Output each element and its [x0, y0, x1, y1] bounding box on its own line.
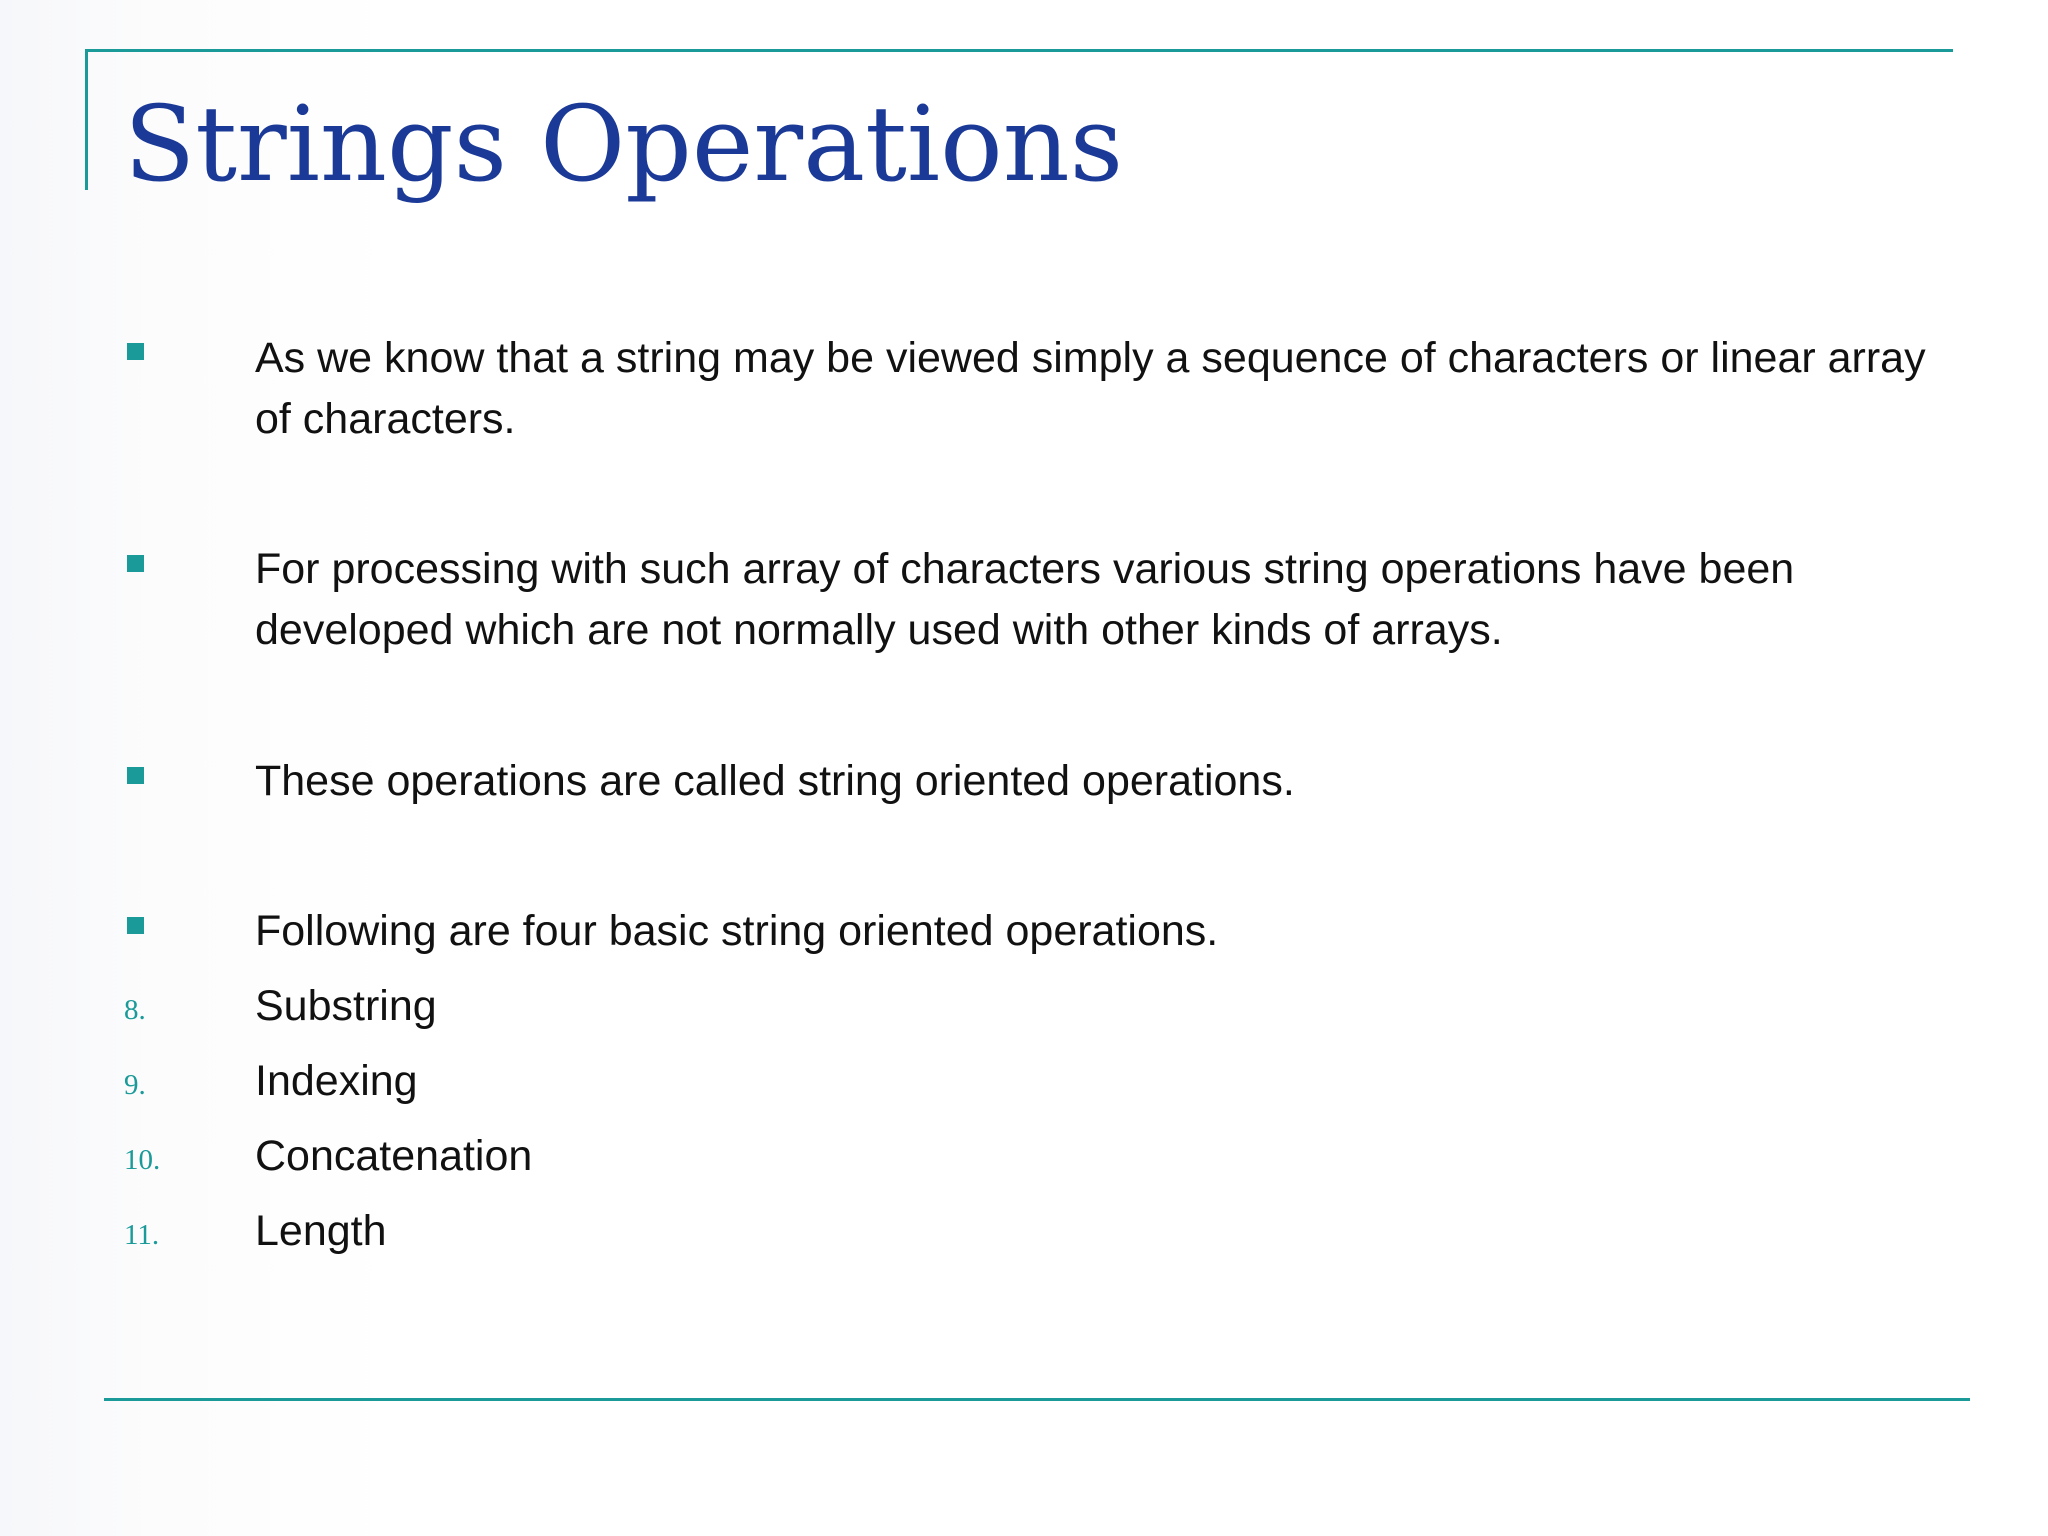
slide-title: Strings Operations	[124, 83, 1124, 205]
list-number: 10.	[124, 1144, 161, 1176]
bullet-text-4: Following are four basic string oriented operations.	[255, 907, 1219, 955]
list-item-label: Length	[255, 1207, 387, 1255]
square-bullet-icon	[127, 555, 144, 572]
frame-left-rule	[85, 49, 88, 190]
frame-top-rule	[85, 49, 1953, 52]
list-number: 8.	[124, 994, 146, 1026]
list-number: 11.	[124, 1219, 160, 1251]
footer-rule	[104, 1398, 1970, 1401]
list-item-label: Concatenation	[255, 1132, 533, 1180]
square-bullet-icon	[127, 343, 144, 360]
square-bullet-icon	[127, 917, 144, 934]
bullet-text-3: These operations are called string oriented operations.	[255, 757, 1295, 805]
square-bullet-icon	[127, 767, 144, 784]
list-item-label: Substring	[255, 982, 437, 1030]
bullet-text-1: As we know that a string may be viewed simply a sequence of characters or linear array of characters.	[255, 334, 1926, 443]
list-number: 9.	[124, 1069, 146, 1101]
list-item-label: Indexing	[255, 1057, 418, 1105]
bullet-text-2: For processing with such array of characters various string operations have been developed which are not normally used with other kinds of arrays.	[255, 545, 1795, 654]
